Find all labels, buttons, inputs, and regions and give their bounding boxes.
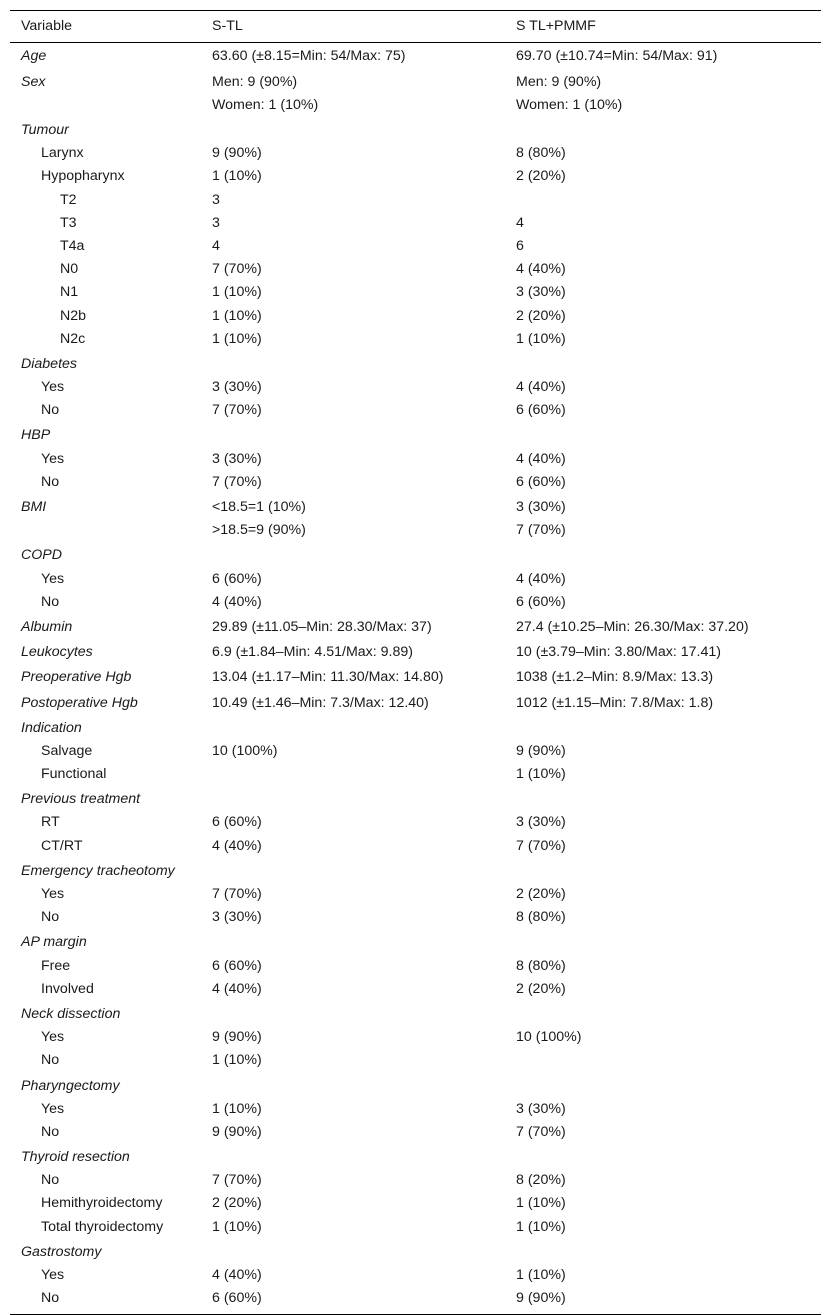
- stlpmmf-value: 7 (70%): [516, 837, 566, 854]
- table-row: [10, 1097, 821, 1120]
- stl-value: 3: [212, 191, 220, 208]
- header-stlpmmf: S TL+PMMF: [516, 18, 596, 35]
- row-label: N0: [60, 261, 79, 278]
- row-label: No: [41, 402, 60, 419]
- row-label: Pharyngectomy: [21, 1077, 120, 1094]
- row-label: Preoperative Hgb: [21, 669, 132, 686]
- table-row: [10, 906, 821, 929]
- stlpmmf-value: 1 (10%): [516, 1218, 566, 1235]
- row-label: RT: [41, 814, 60, 831]
- table-row: [10, 281, 821, 304]
- stlpmmf-value: Women: 1 (10%): [516, 96, 623, 113]
- row-label: Tumour: [21, 122, 69, 139]
- stlpmmf-value: 3 (30%): [516, 814, 566, 831]
- row-label: Hypopharynx: [41, 168, 125, 185]
- table-row: [10, 399, 821, 422]
- stl-value: 3 (30%): [212, 379, 262, 396]
- table-row: [10, 235, 821, 258]
- row-label: Yes: [41, 886, 65, 903]
- row-label: Salvage: [41, 742, 93, 759]
- stl-value: 6 (60%): [212, 814, 262, 831]
- row-label: Age: [21, 48, 47, 65]
- stl-value: 6 (60%): [212, 1290, 262, 1307]
- table-row: [10, 1049, 821, 1072]
- table-row: [10, 977, 821, 1000]
- stlpmmf-value: 1038 (±1.2–Min: 8.9/Max: 13.3): [516, 669, 714, 686]
- stl-value: 7 (70%): [212, 402, 262, 419]
- stlpmmf-value: 4: [516, 214, 524, 231]
- table-row: [10, 590, 821, 613]
- stlpmmf-value: 6: [516, 237, 524, 254]
- stlpmmf-value: 1012 (±1.15–Min: 7.8/Max: 1.8): [516, 694, 714, 711]
- table-row: [10, 93, 821, 116]
- table-header: [10, 11, 821, 42]
- row-label: Functional: [41, 766, 107, 783]
- row-label: Postoperative Hgb: [21, 694, 138, 711]
- table-row: [10, 834, 821, 857]
- row-label: Albumin: [21, 618, 73, 635]
- table-row: [10, 883, 821, 906]
- stl-value: <18.5=1 (10%): [212, 499, 306, 516]
- row-label: N1: [60, 284, 79, 301]
- table-row: [10, 763, 821, 786]
- row-label: Leukocytes: [21, 644, 93, 661]
- table-row: [10, 188, 821, 211]
- stlpmmf-value: Men: 9 (90%): [516, 73, 602, 90]
- table-row: [10, 142, 821, 165]
- table-row: [10, 470, 821, 493]
- row-label: Yes: [41, 450, 65, 467]
- row-label: No: [41, 1172, 60, 1189]
- table-row: [10, 1120, 821, 1143]
- row-label: No: [41, 473, 60, 490]
- data-table: [10, 10, 821, 1315]
- table-row: [10, 1264, 821, 1287]
- table-row: [10, 954, 821, 977]
- table-row: [10, 45, 821, 68]
- row-label: Indication: [21, 719, 82, 736]
- row-label: No: [41, 1052, 60, 1069]
- stlpmmf-value: 4 (40%): [516, 261, 566, 278]
- row-label: T2: [60, 191, 77, 208]
- stlpmmf-value: 6 (60%): [516, 473, 566, 490]
- row-label: BMI: [21, 499, 47, 516]
- stlpmmf-value: 2 (20%): [516, 980, 566, 997]
- table-row: [10, 352, 821, 375]
- table-row: [10, 376, 821, 399]
- table-row: [10, 165, 821, 188]
- row-label: Diabetes: [21, 355, 77, 372]
- table-row: [10, 616, 821, 639]
- table-row: [10, 1240, 821, 1263]
- table-row: [10, 1287, 821, 1310]
- stl-value: 3 (30%): [212, 909, 262, 926]
- row-label: Yes: [41, 570, 65, 587]
- row-label: Previous treatment: [21, 791, 141, 808]
- table-row: [10, 691, 821, 714]
- row-label: Emergency tracheotomy: [21, 862, 175, 879]
- stl-value: 1 (10%): [212, 1218, 262, 1235]
- table-row: [10, 544, 821, 567]
- stlpmmf-value: 2 (20%): [516, 886, 566, 903]
- table-row: [10, 447, 821, 470]
- stl-value: 1 (10%): [212, 1052, 262, 1069]
- row-label: CT/RT: [41, 837, 83, 854]
- stl-value: 4: [212, 237, 220, 254]
- table-row: [10, 70, 821, 93]
- header-variable: Variable: [21, 18, 72, 35]
- row-label: No: [41, 909, 60, 926]
- row-label: AP margin: [21, 934, 87, 951]
- table-row: [10, 641, 821, 664]
- stl-value: 6 (60%): [212, 957, 262, 974]
- stlpmmf-value: 7 (70%): [516, 1123, 566, 1140]
- stl-value: 9 (90%): [212, 145, 262, 162]
- stlpmmf-value: 9 (90%): [516, 742, 566, 759]
- stl-value: 1 (10%): [212, 1100, 262, 1117]
- row-label: Gastrostomy: [21, 1243, 102, 1260]
- stl-value: 4 (40%): [212, 593, 262, 610]
- stlpmmf-value: 1 (10%): [516, 766, 566, 783]
- table-row: [10, 119, 821, 142]
- table-row: [10, 788, 821, 811]
- table-row: [10, 567, 821, 590]
- stlpmmf-value: 8 (80%): [516, 909, 566, 926]
- stlpmmf-value: 1 (10%): [516, 330, 566, 347]
- stlpmmf-value: 7 (70%): [516, 522, 566, 539]
- row-label: Involved: [41, 980, 94, 997]
- row-label: Yes: [41, 1267, 65, 1284]
- table-row: [10, 496, 821, 519]
- row-label: N2c: [60, 330, 86, 347]
- row-label: No: [41, 593, 60, 610]
- table-row: [10, 304, 821, 327]
- stlpmmf-value: 4 (40%): [516, 450, 566, 467]
- row-label: N2b: [60, 307, 87, 324]
- stlpmmf-value: 3 (30%): [516, 1100, 566, 1117]
- table-row: [10, 739, 821, 762]
- stl-value: 1 (10%): [212, 168, 262, 185]
- stlpmmf-value: 4 (40%): [516, 570, 566, 587]
- stl-value: 1 (10%): [212, 307, 262, 324]
- stl-value: 6.9 (±1.84–Min: 4.51/Max: 9.89): [212, 644, 414, 661]
- stl-value: 9 (90%): [212, 1123, 262, 1140]
- table-row: [10, 424, 821, 447]
- stl-value: 6 (60%): [212, 570, 262, 587]
- stl-value: 10.49 (±1.46–Min: 7.3/Max: 12.40): [212, 694, 429, 711]
- row-label: Neck dissection: [21, 1005, 121, 1022]
- stlpmmf-value: 10 (100%): [516, 1029, 582, 1046]
- row-label: Total thyroidectomy: [41, 1218, 164, 1235]
- table-row: [10, 258, 821, 281]
- stlpmmf-value: 8 (80%): [516, 957, 566, 974]
- stl-value: 4 (40%): [212, 1267, 262, 1284]
- stl-value: 9 (90%): [212, 1029, 262, 1046]
- row-label: COPD: [21, 547, 62, 564]
- table-row: [10, 1003, 821, 1026]
- row-label: Yes: [41, 379, 65, 396]
- table-row: [10, 716, 821, 739]
- stl-value: 4 (40%): [212, 980, 262, 997]
- stlpmmf-value: 27.4 (±10.25–Min: 26.30/Max: 37.20): [516, 618, 749, 635]
- row-label: Thyroid resection: [21, 1149, 130, 1166]
- stl-value: 7 (70%): [212, 886, 262, 903]
- table-row: [10, 1215, 821, 1238]
- stlpmmf-value: 2 (20%): [516, 168, 566, 185]
- stl-value: 1 (10%): [212, 284, 262, 301]
- stl-value: 7 (70%): [212, 473, 262, 490]
- stlpmmf-value: 8 (20%): [516, 1172, 566, 1189]
- row-label: HBP: [21, 427, 51, 444]
- table-row: [10, 1026, 821, 1049]
- stl-value: Women: 1 (10%): [212, 96, 319, 113]
- row-label: T3: [60, 214, 77, 231]
- stl-value: 10 (100%): [212, 742, 278, 759]
- stl-value: 13.04 (±1.17–Min: 11.30/Max: 14.80): [212, 669, 444, 686]
- stl-value: 1 (10%): [212, 330, 262, 347]
- table-row: [10, 931, 821, 954]
- header-stl: S-TL: [212, 18, 243, 35]
- stl-value: 29.89 (±11.05–Min: 28.30/Max: 37): [212, 618, 432, 635]
- stlpmmf-value: 6 (60%): [516, 402, 566, 419]
- stlpmmf-value: 1 (10%): [516, 1195, 566, 1212]
- stlpmmf-value: 9 (90%): [516, 1290, 566, 1307]
- row-label: Hemithyroidectomy: [41, 1195, 163, 1212]
- stl-value: >18.5=9 (90%): [212, 522, 306, 539]
- stlpmmf-value: 10 (±3.79–Min: 3.80/Max: 17.41): [516, 644, 721, 661]
- table-row: [10, 519, 821, 542]
- stl-value: 3: [212, 214, 220, 231]
- table-body: [10, 43, 821, 1310]
- row-label: Larynx: [41, 145, 84, 162]
- stlpmmf-value: 3 (30%): [516, 284, 566, 301]
- row-label: T4a: [60, 237, 85, 254]
- row-label: Yes: [41, 1029, 65, 1046]
- table-row: [10, 1146, 821, 1169]
- table-row: [10, 859, 821, 882]
- stlpmmf-value: 6 (60%): [516, 593, 566, 610]
- stl-value: 7 (70%): [212, 261, 262, 278]
- row-label: Sex: [21, 73, 46, 90]
- stl-value: 2 (20%): [212, 1195, 262, 1212]
- row-label: Free: [41, 957, 71, 974]
- row-label: No: [41, 1123, 60, 1140]
- stl-value: 3 (30%): [212, 450, 262, 467]
- stlpmmf-value: 4 (40%): [516, 379, 566, 396]
- table-row: [10, 1192, 821, 1215]
- table-row: [10, 211, 821, 234]
- stlpmmf-value: 3 (30%): [516, 499, 566, 516]
- stlpmmf-value: 2 (20%): [516, 307, 566, 324]
- table-row: [10, 327, 821, 350]
- table-row: [10, 666, 821, 689]
- stlpmmf-value: 69.70 (±10.74=Min: 54/Max: 91): [516, 48, 718, 65]
- table-row: [10, 811, 821, 834]
- stl-value: 4 (40%): [212, 837, 262, 854]
- row-label: No: [41, 1290, 60, 1307]
- stlpmmf-value: 8 (80%): [516, 145, 566, 162]
- stl-value: Men: 9 (90%): [212, 73, 298, 90]
- row-label: Yes: [41, 1100, 65, 1117]
- stlpmmf-value: 1 (10%): [516, 1267, 566, 1284]
- table-row: [10, 1074, 821, 1097]
- stl-value: 7 (70%): [212, 1172, 262, 1189]
- stl-value: 63.60 (±8.15=Min: 54/Max: 75): [212, 48, 406, 65]
- table-row: [10, 1169, 821, 1192]
